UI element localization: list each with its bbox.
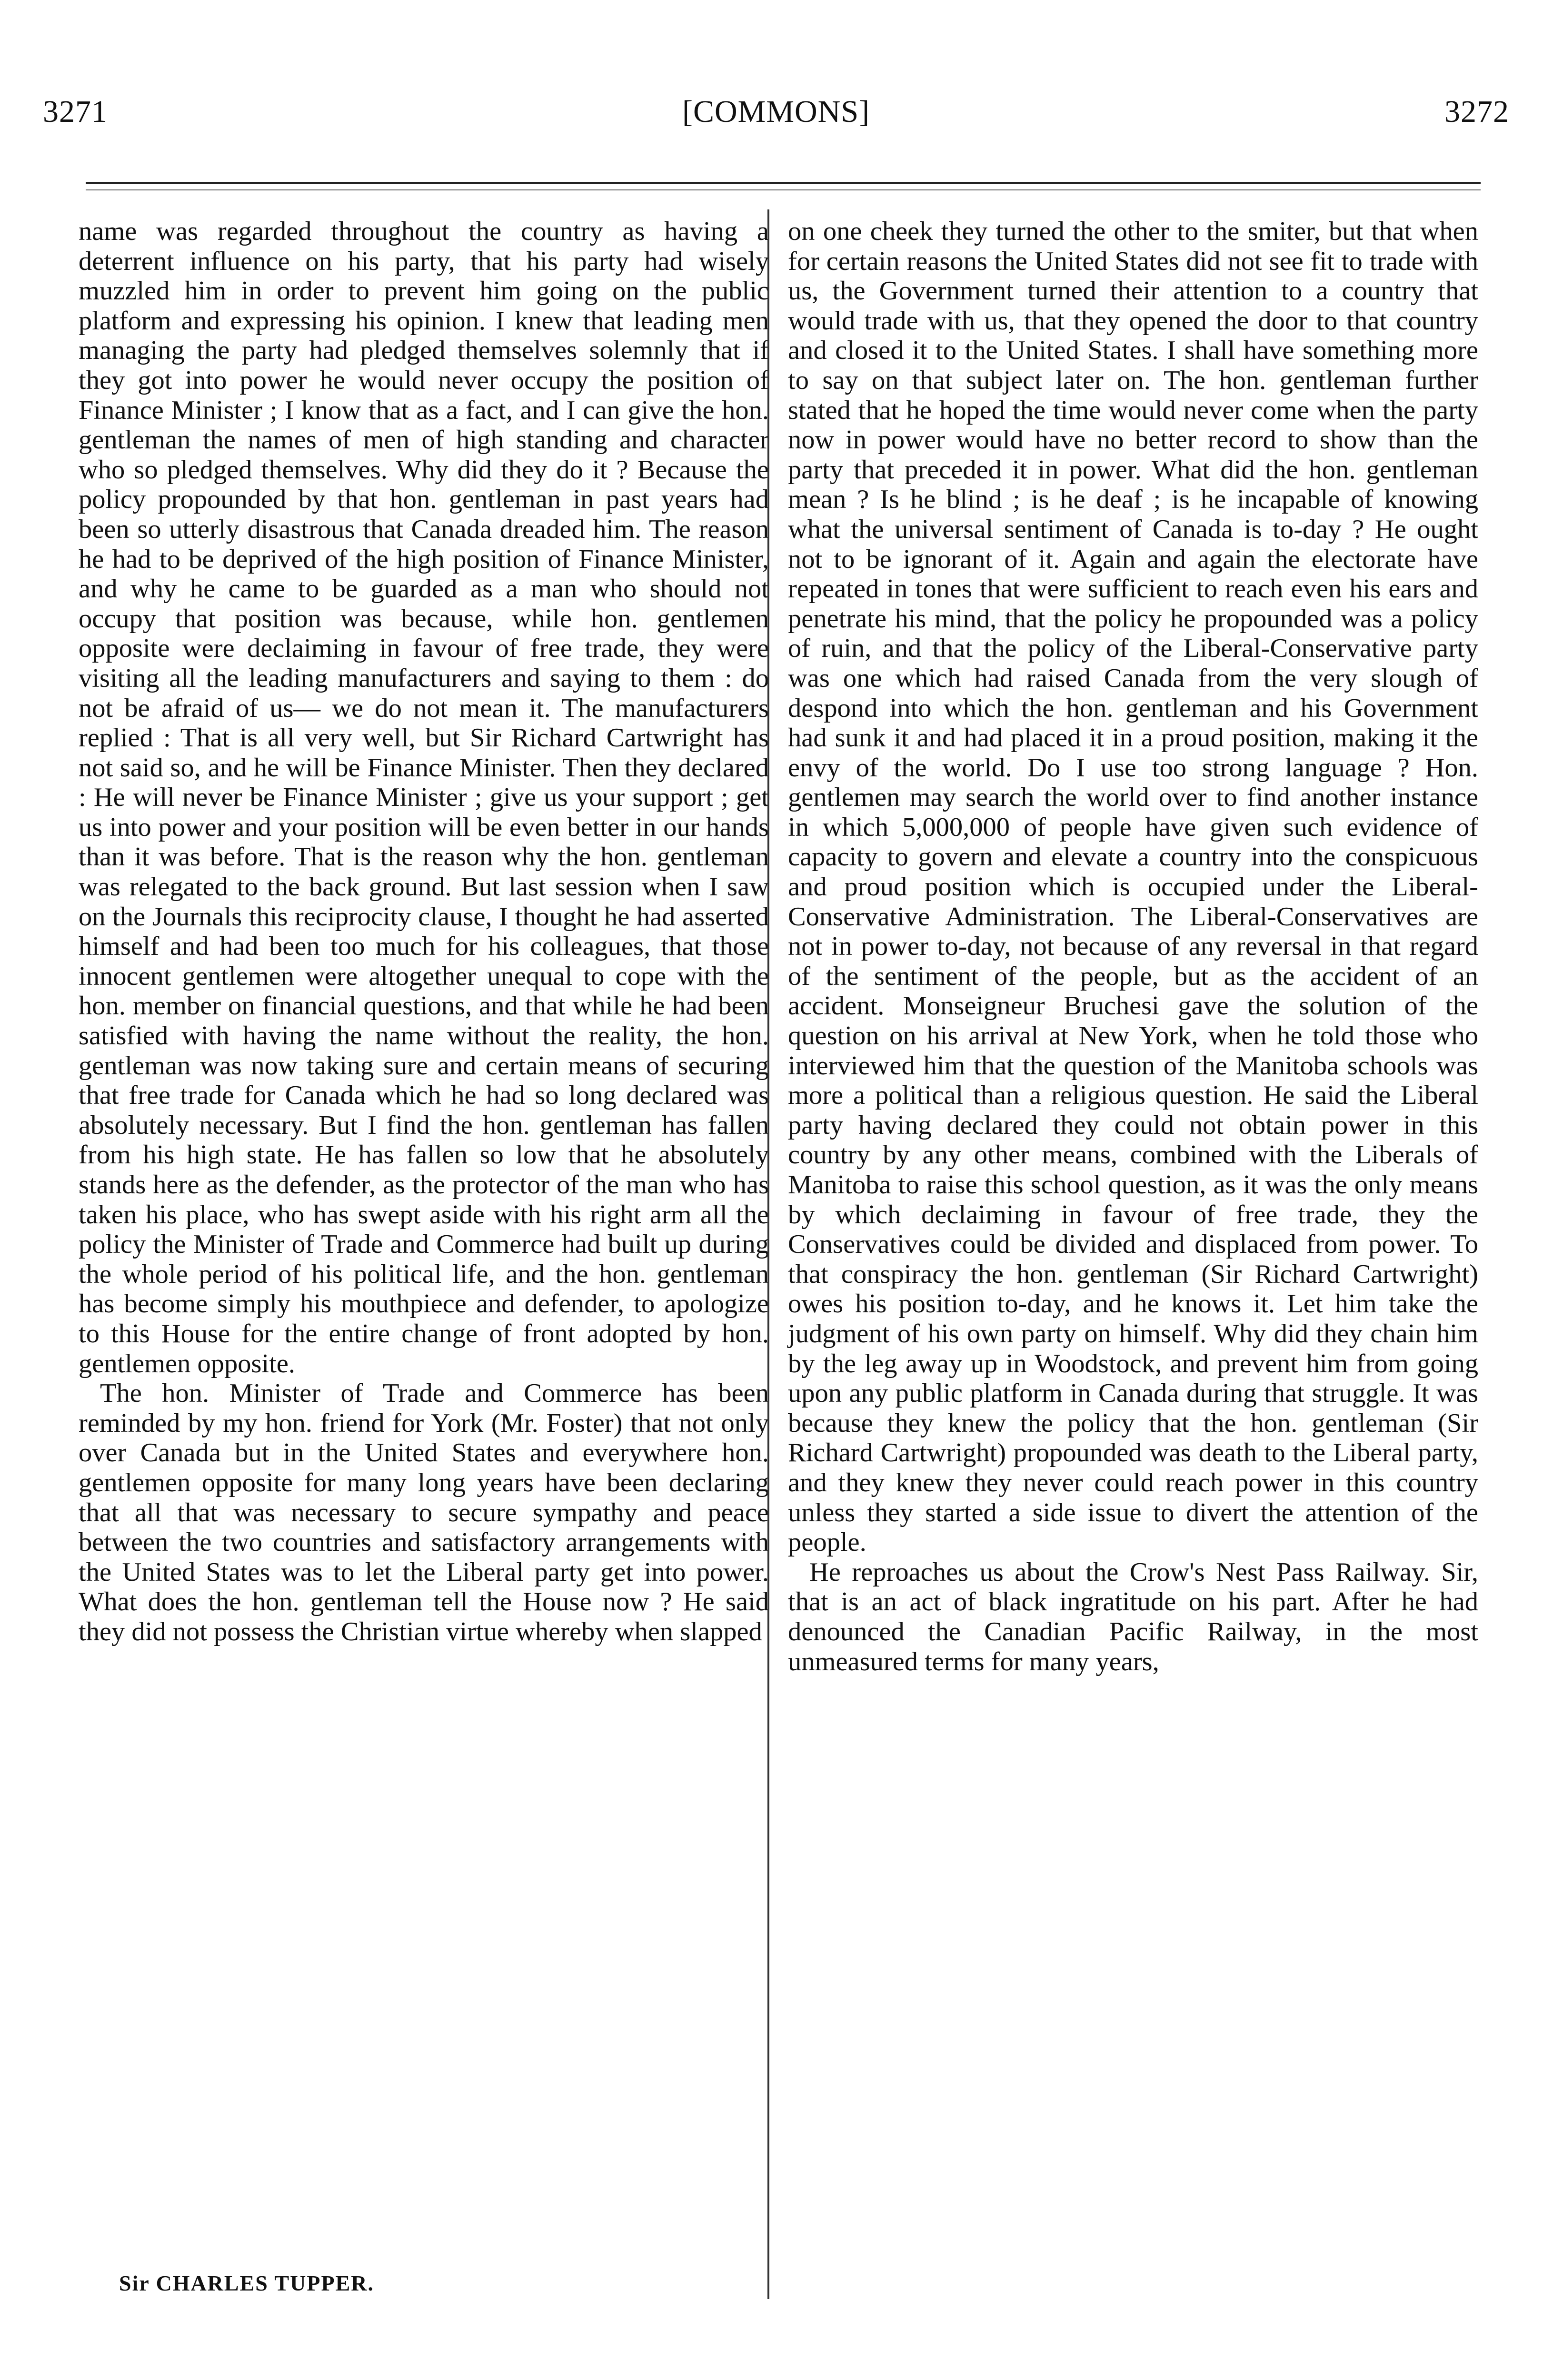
right-column: [788, 217, 1478, 1676]
page-header: [43, 86, 1509, 138]
page-number-left: 3271: [43, 94, 108, 129]
header-rule-secondary: [86, 189, 1481, 190]
page-number-right: 3272: [1444, 94, 1509, 129]
right-paragraph-2: He reproaches us about the Crow's Nest Pass Railway. Sir, that is an act of black ingratitude on his part. After he had denounced the Canadian Pacific Railway, in the most unmeasured terms for many years,: [788, 1557, 1478, 1676]
right-paragraph-1: on one cheek they turned the other to the smiter, but that when for certain reasons the United States did not see fit to trade with us, the Government turned their attention to a country that would trade with us, that they opened the door to that country and closed it to the United States. I shall have something more to say on that subject later on. The hon. gentleman further stated that he hoped the time would never come when the party now in power would have no better record to show than the party that preceded it in power. What did the hon. gentleman mean ? Is he blind ; is he deaf ; is he incapable of knowing what the universal sentiment of Canada is to-day ? He ought not to be ignorant of it. Again and again the electorate have repeated in tones that were sufficient to reach even his ears and penetrate his mind, that the policy he propounded was a policy of ruin, and that the policy of the Liberal-Conservative party was one which had raised Canada from the very slough of despond into which the hon. gentleman and his Government had sunk it and had placed it in a proud position, making it the envy of the world. Do I use too strong language ? Hon. gentlemen may search the world over to find another instance in which 5,000,000 of people have given such evidence of capacity to govern and elevate a country into the conspicuous and proud position which is occupied under the Liberal-Conservative Administration. The Liberal-Conservatives are not in power to-day, not because of any reversal in that regard of the sentiment of the people, but as the accident of an accident. Monseigneur Bruchesi gave the solution of the question on his arrival at New York, when he told those who interviewed him that the question of the Manitoba schools was more a political than a religious question. He said the Liberal party having declared they could not obtain power in this country by any other means, combined with the Liberals of Manitoba to raise this school question, as it was the only means by which declaiming in favour of free trade, they the Conservatives could be divided and displaced from power. To that conspiracy the hon. gentleman (Sir Richard Cartwright) owes his position to-day, and he knows it. Let him take the judgment of his own party on himself. Why did they chain him by the leg away up in Woodstock, and prevent him from going upon any public platform in Canada during that struggle. It was because they knew the policy that the hon. gentleman (Sir Richard Cartwright) propounded was death to the Liberal party, and they knew they never could reach power in this country unless they started a side issue to divert the attention of the people.: [788, 217, 1478, 1557]
running-head: [COMMONS]: [682, 94, 870, 129]
column-divider: [767, 209, 769, 2299]
header-rule: [86, 182, 1481, 184]
left-paragraph-1: name was regarded throughout the country as having a deterrent influence on his party, that his party had wisely muzzled him in order to prevent him going on the public platform and expressing his opinion. I knew that leading men managing the party had pledged themselves solemnly that if they got into power he would never occupy the position of Finance Minister ; I know that as a fact, and I can give the hon. gentleman the names of men of high standing and character who so pledged themselves. Why did they do it ? Because the policy propounded by that hon. gentleman in past years had been so utterly disastrous that Canada dreaded him. The reason he had to be deprived of the high position of Finance Minister, and why he came to be guarded as a man who should not occupy that position was because, while hon. gentlemen opposite were declaiming in favour of free trade, they were visiting all the leading manufacturers and saying to them : do not be afraid of us— we do not mean it. The manufacturers replied : That is all very well, but Sir Richard Cartwright has not said so, and he will be Finance Minister. Then they declared : He will never be Finance Minister ; give us your support ; get us into power and your position will be even better in our hands than it was before. That is the reason why the hon. gentleman was relegated to the back ground. But last session when I saw on the Journals this reciprocity clause, I thought he had asserted himself and had been too much for his colleagues, that those innocent gentlemen were altogether unequal to cope with the hon. member on financial questions, and that while he had been satisfied with having the name without the reality, the hon. gentleman was now taking sure and certain means of securing that free trade for Canada which he had so long declared was absolutely necessary. But I find the hon. gentleman has fallen from his high state. He has fallen so low that he absolutely stands here as the defender, as the protector of the man who has taken his place, who has swept aside with his right arm all the policy the Minister of Trade and Commerce had built up during the whole period of his political life, and the hon. gentleman has become simply his mouthpiece and defender, to apologize to this House for the entire change of front adopted by hon. gentlemen opposite.: [79, 217, 769, 1378]
speaker-footer: Sir CHARLES TUPPER.: [119, 2271, 375, 2295]
left-column: [79, 217, 769, 1647]
left-paragraph-2: The hon. Minister of Trade and Commerce has been reminded by my hon. friend for York (Mr. Foster) that not only over Canada but in the United States and everywhere hon. gentlemen opposite for many long years have been declaring that all that was necessary to secure sympathy and peace between the two countries and satisfactory arrangements with the United States was to let the Liberal party get into power. What does the hon. gentleman tell the House now ? He said they did not possess the Christian virtue whereby when slapped: [79, 1378, 769, 1646]
